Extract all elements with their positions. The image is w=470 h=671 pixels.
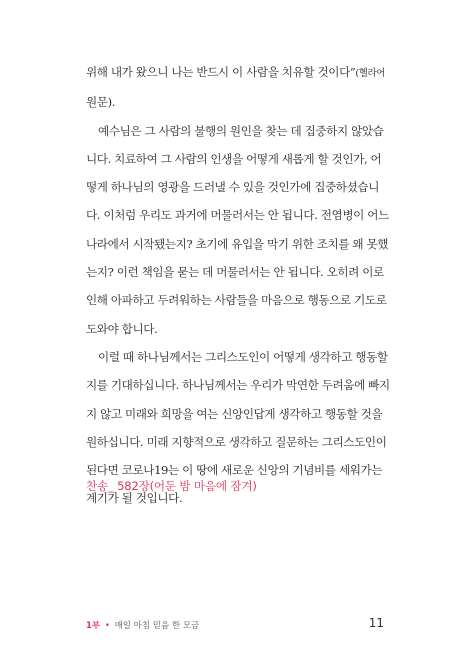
text-line: 는지? 이런 책임을 묻는 데 머물러서는 안 됩니다. 오히려 이로 <box>86 265 384 280</box>
text-line: 지를 기대하십니다. 하나님께서는 우리가 막연한 두려움에 빠지 <box>86 378 390 393</box>
text-line: 니다. 치료하여 그 사람의 인생을 어떻게 새롭게 할 것인가, 어 <box>86 151 382 166</box>
text-line: 원하십니다. 미래 지향적으로 생각하고 질문하는 그리스도인이 <box>86 434 387 449</box>
text-line: 계기가 될 것입니다. <box>86 491 183 506</box>
page-number: 11 <box>368 616 384 630</box>
text-line: 이럴 때 하나님께서는 그리스도인이 어떻게 생각하고 행동할 <box>98 349 388 364</box>
source-note: (헬라어 <box>355 68 386 79</box>
text-line: 원문). <box>86 95 116 110</box>
part-label: 1부 <box>86 621 101 631</box>
text-line: 인해 아파하고 두려워하는 사람들을 마음으로 행동으로 기도로 <box>86 293 387 308</box>
text-line: 나라에서 시작됐는지? 초기에 유입을 막기 위한 조치를 왜 못했 <box>86 236 389 251</box>
text-line: 지 않고 미래와 희망을 여는 신앙인답게 생각하고 행동할 것을 <box>86 406 383 421</box>
text-line: 다. 이처럼 우리도 과거에 머물러서는 안 됩니다. 전염병이 어느 <box>86 208 389 223</box>
bullet-separator: • <box>104 621 110 631</box>
text-line: 도와야 합니다. <box>86 321 158 336</box>
text-line: 떻게 하나님의 영광을 드러낼 수 있을 것인가에 집중하셨습니 <box>86 180 379 195</box>
section-title: 매일 아침 믿음 한 모금 <box>114 621 200 631</box>
body-text <box>86 58 390 513</box>
running-footer <box>86 619 199 631</box>
hymn-reference: 찬송_ 582장(어둔 밤 마음에 잠겨) <box>86 479 257 493</box>
text-line: 위해 내가 왔으니 나는 반드시 이 사람을 치유할 것이다”(헬라어 <box>86 65 386 79</box>
paragraph-1 <box>86 58 390 117</box>
text-line: 예수님은 그 사람의 불행의 원인을 찾는 데 집중하지 않았습 <box>98 123 384 138</box>
paragraph-2 <box>86 117 390 343</box>
text-line: 된다면 코로나19는 이 땅에 새로운 신앙의 기념비를 세워가는 <box>86 463 383 478</box>
